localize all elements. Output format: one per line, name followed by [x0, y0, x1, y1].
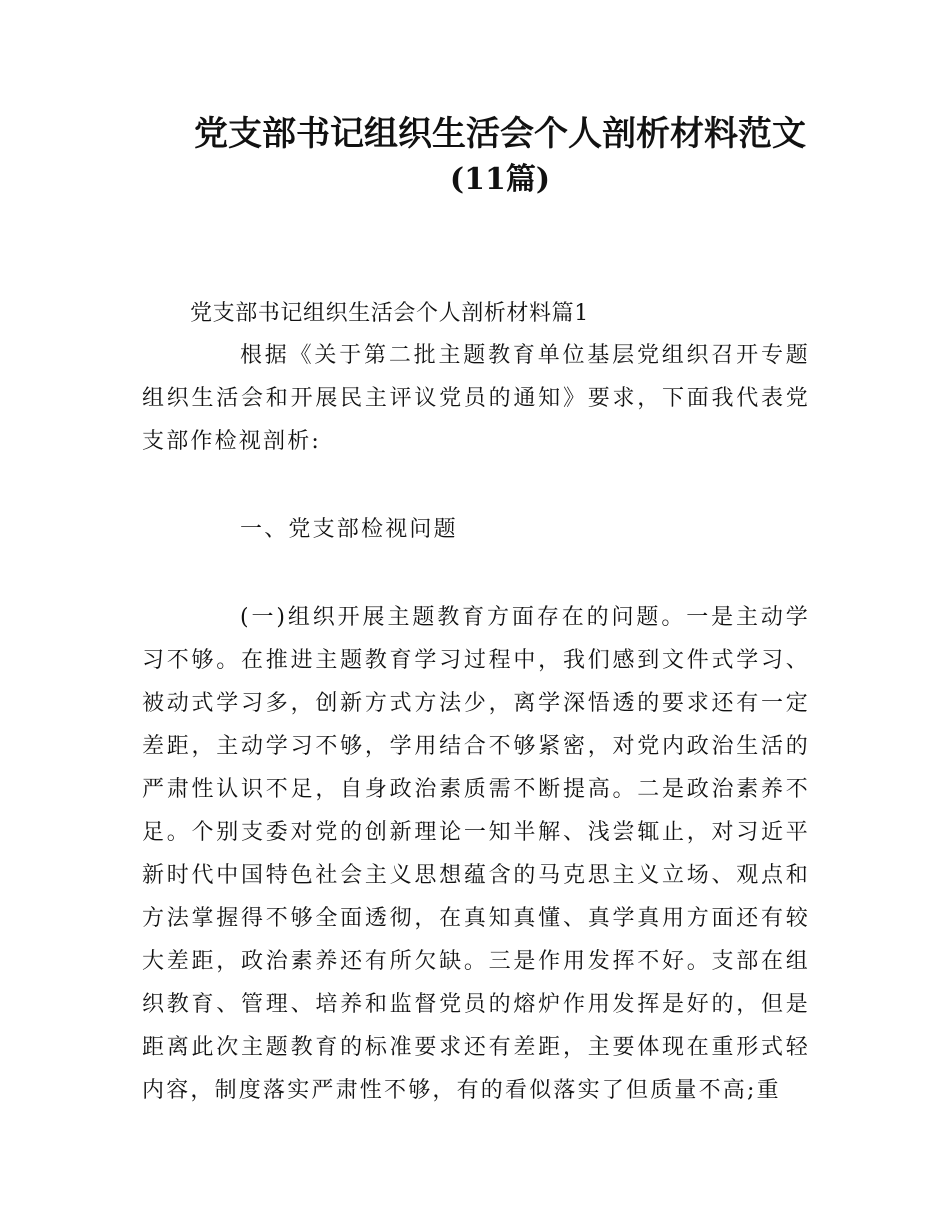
document-title-count: (11篇) — [449, 162, 551, 197]
document-title: 党支部书记组织生活会个人剖析材料范文 — [194, 114, 806, 154]
section-heading: 一、党支部检视问题 — [240, 517, 458, 542]
section-subtitle: 党支部书记组织生活会个人剖析材料篇1 — [190, 301, 589, 326]
body-paragraph: (一)组织开展主题教育方面存在的问题。一是主动学习不够。在推进主题教育学习过程中，我们感到文件式学习、被动式学习多，创新方式方法少，离学深悟透的要求还有一定差距，主动学习不够，学用结合不够紧密，对党内政治生活的严肃性认识不足，自身政治素质需不断提高。二是政治素养不足。个别支委对党的创新理论一知半解、浅尝辄止，对习近平新时代中国特色社会主义思想蕴含的马克思主义立场、观点和方法掌握得不够全面透彻，在真知真懂、真学真用方面还有较大差距，政治素养还有所欠缺。三是作用发挥不好。支部在组织教育、管理、培养和监督党员的熔炉作用发挥是好的，但是距离此次主题教育的标准要求还有差距，主要体现在重形式轻内容，制度落实严肃性不够，有的看似落实了但质量不高;重 — [142, 605, 810, 1103]
intro-paragraph: 根据《关于第二批主题教育单位基层党组织召开专题组织生活会和开展民主评议党员的通知》要求，下面我代表党支部作检视剖析: — [142, 343, 810, 454]
